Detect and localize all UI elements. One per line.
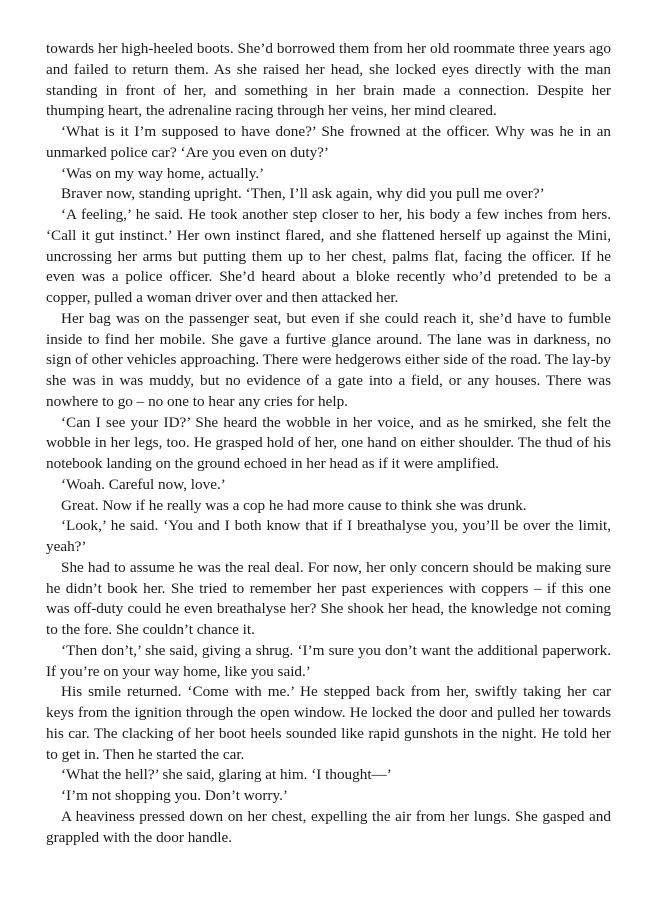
paragraph: Her bag was on the passenger seat, but even if she could reach it, she’d have to fumble inside to find her mobile. She gave a furtive glance around. The lane was in darkness, no sign of other vehicles approaching. There were hedgerows either side of the road. The lay-by she was in was muddy, but no evidence of a gate into a field, or any houses. There was nowhere to go – no one to hear any cries for help. <box>46 309 611 410</box>
paragraph: Braver now, standing upright. ‘Then, I’ll ask again, why did you pull me over?’ <box>61 185 545 203</box>
book-page <box>46 39 611 848</box>
paragraph: towards her high-heeled boots. She’d borrowed them from her old roommate three years ago and failed to return them. As she raised her head, she locked eyes directly with the man standing in front of her, and something in her brain made a connection. Despite her thumping heart, the adrenaline racing through her veins, her mind cleared. <box>46 40 611 120</box>
paragraph: ‘Was on my way home, actually.’ <box>61 164 265 182</box>
paragraph: ‘Look,’ he said. ‘You and I both know that if I breathalyse you, you’ll be over the limit, yeah?’ <box>46 517 611 555</box>
paragraph: ‘Can I see your ID?’ She heard the wobble in her voice, and as he smirked, she felt the wobble in her legs, too. He grasped hold of her, one hand on either shoulder. The thud of his notebook landing on the ground echoed in her head as if it were amplified. <box>46 413 611 472</box>
paragraph: ‘What is it I’m supposed to have done?’ She frowned at the officer. Why was he in an unmarked police car? ‘Are you even on duty?’ <box>46 123 611 161</box>
paragraph: A heaviness pressed down on her chest, expelling the air from her lungs. She gasped and grappled with the door handle. <box>46 807 611 846</box>
paragraph: Great. Now if he really was a cop he had more cause to think she was drunk. <box>61 496 527 514</box>
paragraph: ‘Woah. Careful now, love.’ <box>61 475 226 493</box>
paragraph: She had to assume he was the real deal. For now, her only concern should be making sure he didn’t book her. She tried to remember her past experiences with coppers – if this one was off-duty could he even breathalyse her? She shook her head, the knowledge not coming to the fore. She couldn’t chance it. <box>46 558 611 638</box>
paragraph: His smile returned. ‘Come with me.’ He stepped back from her, swiftly taking her car keys from the ignition through the open window. He locked the door and pulled her towards his car. The clacking of her boot heels sounded like rapid gunshots in the night. He told her to get in. Then he started the car. <box>46 683 611 763</box>
paragraph: ‘A feeling,’ he said. He took another step closer to her, his body a few inches from hers. ‘Call it gut instinct.’ Her own instinct flared, and she flattened herself up against the Mini, uncrossing her arms but putting them up to her chest, palms flat, facing the officer. If he even was a police officer. She’d heard about a bloke recently who’d pretended to be a copper, pulled a woman driver over and then attacked her. <box>46 206 611 306</box>
paragraph: ‘What the hell?’ she said, glaring at him. ‘I thought—’ <box>61 766 392 784</box>
paragraph: ‘Then don’t,’ she said, giving a shrug. ‘I’m sure you don’t want the additional paperwork. If you’re on your way home, like you said.’ <box>46 641 611 680</box>
paragraph: ‘I’m not shopping you. Don’t worry.’ <box>61 787 288 804</box>
